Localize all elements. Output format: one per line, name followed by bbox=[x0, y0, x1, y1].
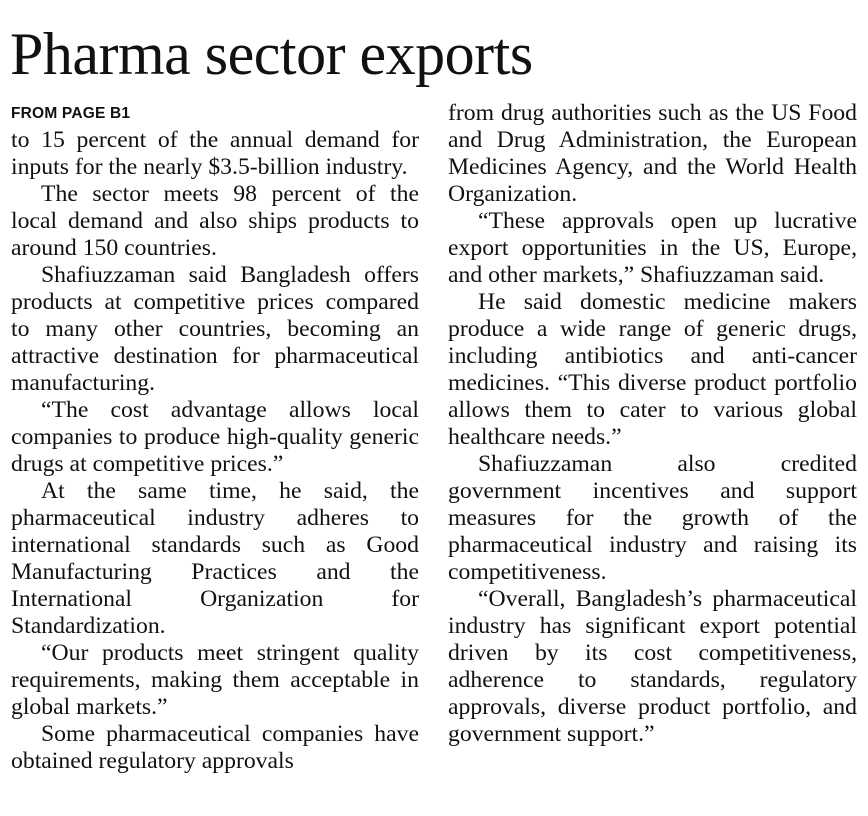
dateline: FROM PAGE B1 bbox=[11, 105, 131, 122]
paragraph: from drug authorities such as the US Food and Drug Administration, the European Medicines Agency, and the World Health Organization. bbox=[448, 100, 857, 207]
article-column-left bbox=[11, 100, 419, 775]
paragraph: The sector meets 98 percent of the local demand and also ships products to around 150 countries. bbox=[11, 181, 419, 261]
paragraph: “Our products meet stringent quality requirements, making them acceptable in global markets.” bbox=[11, 640, 419, 720]
paragraph: “Overall, Bangladesh’s pharmaceutical industry has significant export potential driven by its cost competitiveness, adherence to standards, regulatory approvals, diverse product portfolio, and government support.” bbox=[448, 586, 857, 747]
paragraph: to 15 percent of the annual demand for inputs for the nearly $3.5-billion industry. bbox=[11, 127, 419, 180]
headline: Pharma sector exports bbox=[10, 21, 533, 87]
paragraph: At the same time, he said, the pharmaceutical industry adheres to international standards such as Good Manufacturing Practices and the International Organization for Standardization. bbox=[11, 478, 419, 639]
paragraph: “These approvals open up lucrative export opportunities in the US, Europe, and other markets,” Shafiuzzaman said. bbox=[448, 208, 857, 288]
paragraph: Shafiuzzaman also credited government incentives and support measures for the growth of the pharmaceutical industry and raising its competitiveness. bbox=[448, 451, 857, 585]
article-column-right bbox=[448, 100, 857, 748]
paragraph: He said domestic medicine makers produce a wide range of generic drugs, including antibiotics and anti-cancer medicines. “This diverse product portfolio allows them to cater to various global healthcare needs.” bbox=[448, 289, 857, 450]
paragraph: Shafiuzzaman said Bangladesh offers products at competitive prices compared to many other countries, becoming an attractive destination for pharmaceutical manufacturing. bbox=[11, 262, 419, 396]
paragraph: Some pharmaceutical companies have obtained regulatory approvals bbox=[11, 721, 419, 774]
paragraph: “The cost advantage allows local companies to produce high-quality generic drugs at competitive prices.” bbox=[11, 397, 419, 477]
